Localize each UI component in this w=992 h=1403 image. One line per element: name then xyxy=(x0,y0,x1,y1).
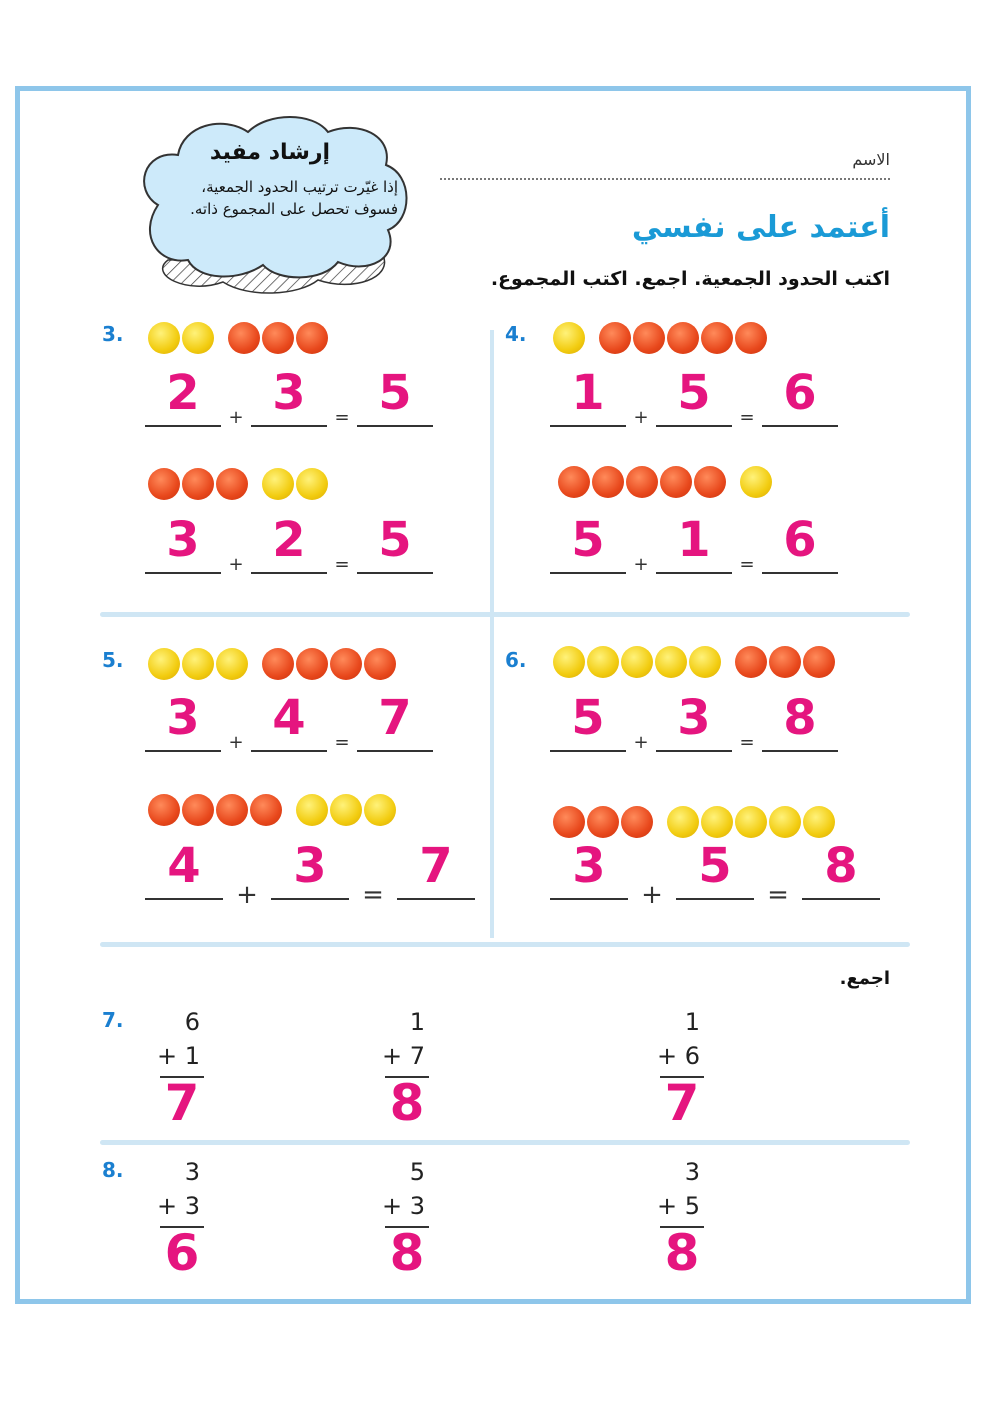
addend-answer[interactable]: 3 xyxy=(145,510,221,574)
red-counter xyxy=(330,648,362,680)
red-counter xyxy=(735,322,767,354)
sum-answer[interactable]: 6 xyxy=(762,363,838,427)
addend-answer[interactable]: 4 xyxy=(251,688,327,752)
name-label: الاسم xyxy=(852,150,890,169)
addend-bottom: + 7 xyxy=(381,1042,425,1070)
name-field-line[interactable] xyxy=(440,178,890,180)
red-counter xyxy=(592,466,624,498)
sum-answer[interactable]: 8 xyxy=(802,836,880,900)
problem-number: 6. xyxy=(505,648,527,672)
instruction: اكتب الحدود الجمعية. اجمع. اكتب المجموع. xyxy=(490,268,890,290)
plus-sign: + xyxy=(633,732,649,753)
addend-bottom: + 3 xyxy=(381,1192,425,1220)
addend-answer[interactable]: 2 xyxy=(251,510,327,574)
sum-answer[interactable]: 6 xyxy=(164,1224,200,1282)
addend-answer[interactable]: 2 xyxy=(145,363,221,427)
yellow-counter xyxy=(803,806,835,838)
vertical-divider xyxy=(490,330,494,938)
sum-answer[interactable]: 5 xyxy=(357,510,433,574)
sum-answer[interactable]: 7 xyxy=(357,688,433,752)
yellow-counter xyxy=(148,648,180,680)
yellow-counter xyxy=(655,646,687,678)
yellow-counter xyxy=(740,466,772,498)
addend-answer[interactable]: 3 xyxy=(251,363,327,427)
addend-answer[interactable]: 1 xyxy=(550,363,626,427)
yellow-counter xyxy=(330,794,362,826)
addend-top: 6 xyxy=(184,1008,200,1036)
red-counter xyxy=(250,794,282,826)
problem-number: 5. xyxy=(102,648,124,672)
yellow-counter xyxy=(621,646,653,678)
red-counter xyxy=(694,466,726,498)
section-title: أعتمد على نفسي xyxy=(631,210,890,245)
yellow-counter xyxy=(553,322,585,354)
addend-top: 5 xyxy=(409,1158,425,1186)
equals-sign: = xyxy=(334,554,350,575)
tip-title: إرشاد مفيد xyxy=(209,140,331,165)
yellow-counter xyxy=(182,648,214,680)
divider-bottom xyxy=(100,1140,910,1145)
add-instruction: اجمع. xyxy=(839,968,890,989)
addend-bottom: + 3 xyxy=(156,1192,200,1220)
addend-answer[interactable]: 3 xyxy=(145,688,221,752)
problem-number: 3. xyxy=(102,322,124,346)
red-counter xyxy=(296,322,328,354)
sum-answer[interactable]: 7 xyxy=(397,836,475,900)
red-counter xyxy=(148,468,180,500)
yellow-counter xyxy=(701,806,733,838)
equals-sign: = xyxy=(739,407,755,428)
red-counter xyxy=(182,794,214,826)
tip-text: إذا غيّرت ترتيب الحدود الجمعية، فسوف تحصل على المجموع ذاته. xyxy=(190,178,398,218)
addend-answer[interactable]: 1 xyxy=(656,510,732,574)
addend-answer[interactable]: 5 xyxy=(676,836,754,900)
addend-answer[interactable]: 4 xyxy=(145,836,223,900)
yellow-counter xyxy=(296,794,328,826)
yellow-counter xyxy=(296,468,328,500)
sum-answer[interactable]: 7 xyxy=(664,1074,700,1132)
sum-answer[interactable]: 5 xyxy=(357,363,433,427)
plus-sign: + xyxy=(228,732,244,753)
addend-top: 1 xyxy=(684,1008,700,1036)
red-counter xyxy=(262,322,294,354)
addend-bottom: + 6 xyxy=(656,1042,700,1070)
plus-sign: + xyxy=(228,554,244,575)
yellow-counter xyxy=(769,806,801,838)
red-counter xyxy=(626,466,658,498)
addend-bottom: + 1 xyxy=(156,1042,200,1070)
red-counter xyxy=(803,646,835,678)
plus-sign: + xyxy=(633,554,649,575)
addend-answer[interactable]: 5 xyxy=(656,363,732,427)
sum-answer[interactable]: 8 xyxy=(664,1224,700,1282)
red-counter xyxy=(735,646,767,678)
divider-middle xyxy=(100,942,910,947)
yellow-counter xyxy=(689,646,721,678)
red-counter xyxy=(660,466,692,498)
red-counter xyxy=(182,468,214,500)
addend-answer[interactable]: 5 xyxy=(550,510,626,574)
yellow-counter xyxy=(553,646,585,678)
red-counter xyxy=(553,806,585,838)
red-counter xyxy=(701,322,733,354)
red-counter xyxy=(587,806,619,838)
yellow-counter xyxy=(262,468,294,500)
addend-answer[interactable]: 3 xyxy=(550,836,628,900)
addend-answer[interactable]: 3 xyxy=(271,836,349,900)
equals-sign: = xyxy=(362,880,384,910)
plus-sign: + xyxy=(641,880,663,910)
equals-sign: = xyxy=(334,407,350,428)
red-counter xyxy=(667,322,699,354)
equals-sign: = xyxy=(739,732,755,753)
red-counter xyxy=(228,322,260,354)
yellow-counter xyxy=(735,806,767,838)
addend-top: 1 xyxy=(409,1008,425,1036)
problem-number: 7. xyxy=(102,1008,124,1032)
divider-top xyxy=(100,612,910,617)
problem-number: 4. xyxy=(505,322,527,346)
sum-answer[interactable]: 7 xyxy=(164,1074,200,1132)
sum-answer[interactable]: 8 xyxy=(762,688,838,752)
red-counter xyxy=(296,648,328,680)
red-counter xyxy=(216,794,248,826)
red-counter xyxy=(364,648,396,680)
red-counter xyxy=(558,466,590,498)
equals-sign: = xyxy=(334,732,350,753)
equals-sign: = xyxy=(739,554,755,575)
yellow-counter xyxy=(216,648,248,680)
addend-top: 3 xyxy=(684,1158,700,1186)
addend-bottom: + 5 xyxy=(656,1192,700,1220)
sum-answer[interactable]: 8 xyxy=(389,1224,425,1282)
problem-number: 8. xyxy=(102,1158,124,1182)
red-counter xyxy=(599,322,631,354)
red-counter xyxy=(262,648,294,680)
yellow-counter xyxy=(182,322,214,354)
side-credit xyxy=(940,950,956,1250)
sum-answer[interactable]: 8 xyxy=(389,1074,425,1132)
red-counter xyxy=(621,806,653,838)
equals-sign: = xyxy=(767,880,789,910)
plus-sign: + xyxy=(236,880,258,910)
sum-answer[interactable]: 6 xyxy=(762,510,838,574)
red-counter xyxy=(148,794,180,826)
addend-top: 3 xyxy=(184,1158,200,1186)
yellow-counter xyxy=(587,646,619,678)
yellow-counter xyxy=(364,794,396,826)
yellow-counter xyxy=(148,322,180,354)
red-counter xyxy=(633,322,665,354)
yellow-counter xyxy=(667,806,699,838)
red-counter xyxy=(216,468,248,500)
plus-sign: + xyxy=(228,407,244,428)
addend-answer[interactable]: 3 xyxy=(656,688,732,752)
red-counter xyxy=(769,646,801,678)
plus-sign: + xyxy=(633,407,649,428)
addend-answer[interactable]: 5 xyxy=(550,688,626,752)
